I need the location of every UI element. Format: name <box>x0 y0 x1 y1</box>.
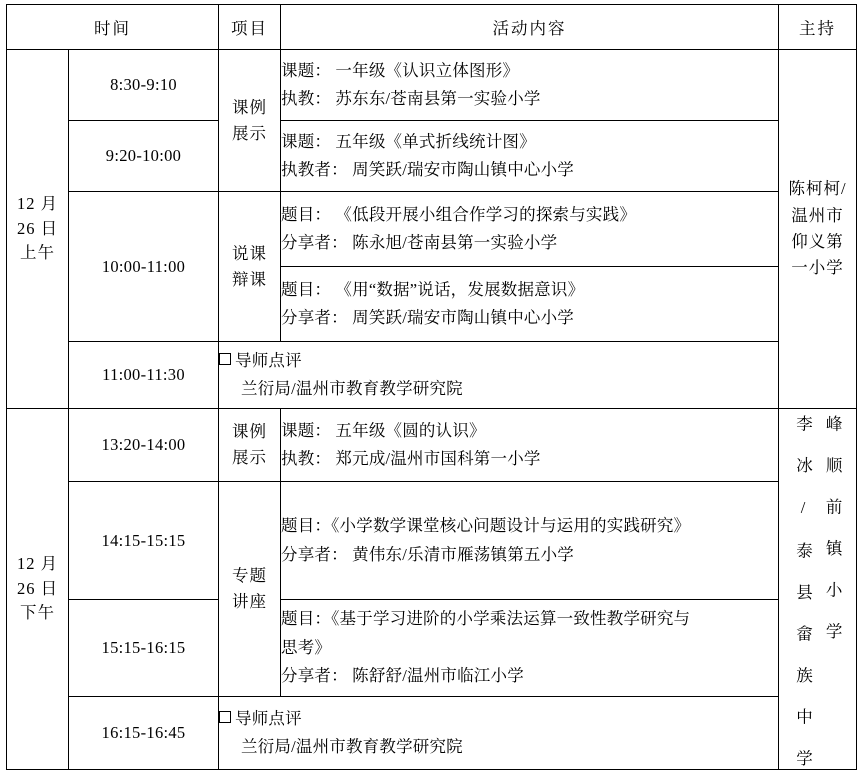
day-label-line: 下午 <box>20 603 55 623</box>
content-cell <box>281 482 779 600</box>
content-text: 导师点评 <box>235 708 302 728</box>
time-cell: 11:00-11:30 <box>69 342 219 409</box>
header-time: 时间 <box>7 5 219 50</box>
section-line: 展示 <box>232 123 267 143</box>
table-row <box>7 50 857 121</box>
content-line: 题目： 《低段开展小组合作学习的探索与实践》 <box>281 204 637 224</box>
section-cell-demo-morning <box>219 50 281 192</box>
content-cell <box>281 50 779 121</box>
content-line: 思考》 <box>281 637 332 657</box>
content-line: 执教： 郑元成/温州市国科第一小学 <box>281 449 541 468</box>
header-project: 项目 <box>219 5 281 50</box>
section-line: 课例 <box>232 422 267 442</box>
day-label-line: 上午 <box>20 243 55 263</box>
content-cell <box>281 121 779 192</box>
section-cell-demo-afternoon <box>219 409 281 482</box>
table-row <box>7 409 857 482</box>
time-cell: 15:15-16:15 <box>69 600 219 697</box>
table-row <box>7 192 857 267</box>
section-cell-lecture-afternoon <box>219 482 281 697</box>
host-line: 仰义第 <box>791 232 844 251</box>
host-vertical-col: 峰 顺 前 镇 小 学 <box>823 415 843 642</box>
content-line: 课题： 一年级《认识立体图形》 <box>281 60 520 80</box>
section-line: 讲座 <box>232 592 267 611</box>
content-cell <box>219 342 779 409</box>
content-cell <box>281 267 779 342</box>
table-row <box>7 121 857 192</box>
host-vertical-wrap <box>779 409 856 769</box>
time-cell: 9:20-10:00 <box>69 121 219 192</box>
section-line: 说课 <box>232 243 267 263</box>
time-cell: 13:20-14:00 <box>69 409 219 482</box>
content-line: 执教： 苏东东/苍南县第一实验小学 <box>281 89 541 108</box>
table-row <box>7 482 857 600</box>
content-line: 兰衍局/温州市教育教学研究院 <box>241 737 463 756</box>
content-cell <box>219 697 779 770</box>
section-line: 辩课 <box>232 269 267 289</box>
day-label-afternoon <box>7 409 69 770</box>
content-line: 题目：《小学数学课堂核心问题设计与运用的实践研究》 <box>281 516 691 536</box>
schedule-table <box>6 4 857 770</box>
host-line: 一小学 <box>791 258 844 278</box>
table-row <box>7 342 857 409</box>
host-vertical-col: 李 冰 / 泰 县 畲 族 中 学 <box>793 415 813 769</box>
section-line: 专题 <box>232 566 267 586</box>
day-label-morning <box>7 50 69 409</box>
day-label-line: 12 月 <box>16 553 59 573</box>
section-cell-talk-morning <box>219 192 281 342</box>
host-cell-morning <box>779 50 857 409</box>
content-line: 课题： 五年级《圆的认识》 <box>281 420 486 440</box>
content-line: 分享者： 黄伟东/乐清市雁荡镇第五小学 <box>281 544 575 564</box>
content-line: 题目：《基于学习进阶的小学乘法运算一致性教学研究与 <box>281 609 691 629</box>
content-line: 分享者： 陈永旭/苍南县第一实验小学 <box>281 233 558 252</box>
host-line: 陈柯柯/ <box>788 179 847 199</box>
table-row <box>7 600 857 697</box>
content-line: 分享者： 周笑跃/瑞安市陶山镇中心小学 <box>281 308 575 327</box>
content-line: 课题： 五年级《单式折线统计图》 <box>281 131 536 151</box>
section-line: 展示 <box>232 448 267 467</box>
time-cell: 14:15-15:15 <box>69 482 219 600</box>
section-line: 课例 <box>232 97 267 117</box>
time-cell: 10:00-11:00 <box>69 192 219 342</box>
host-cell-afternoon <box>779 409 857 770</box>
content-cell <box>281 192 779 267</box>
content-line <box>219 347 778 375</box>
content-line: 执教者： 周笑跃/瑞安市陶山镇中心小学 <box>281 160 575 179</box>
header-host: 主持 <box>779 5 857 50</box>
day-label-line: 12 月 <box>16 193 59 213</box>
day-label-line: 26 日 <box>16 578 59 598</box>
content-line: 分享者： 陈舒舒/温州市临江小学 <box>281 666 524 686</box>
content-line: 题目： 《用“数据”说话，发展数据意识》 <box>281 279 585 299</box>
content-line: 兰衍局/温州市教育教学研究院 <box>241 379 463 398</box>
host-line: 温州市 <box>791 205 844 225</box>
header-activity: 活动内容 <box>281 5 779 50</box>
time-cell: 8:30-9:10 <box>69 50 219 121</box>
content-text: 导师点评 <box>235 350 302 370</box>
table-row <box>7 697 857 770</box>
time-cell: 16:15-16:45 <box>69 697 219 770</box>
table-header-row <box>7 5 857 50</box>
content-line <box>219 705 778 733</box>
day-label-line: 26 日 <box>16 218 59 238</box>
content-cell <box>281 409 779 482</box>
content-cell <box>281 600 779 697</box>
